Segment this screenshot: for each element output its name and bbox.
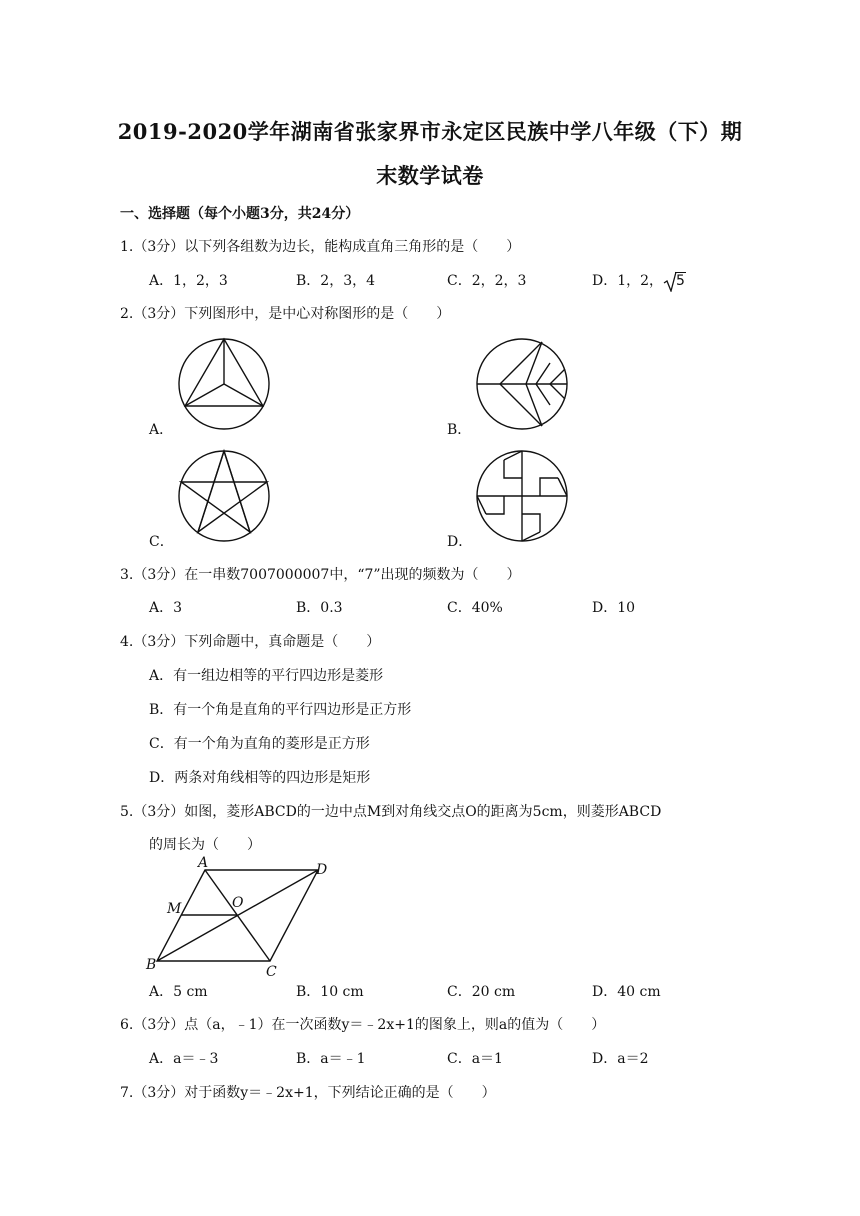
question-1-stem: 1.（3分）以下列各组数为边长，能构成直角三角形的是（ ）	[120, 239, 521, 255]
point-a-label: A	[198, 855, 209, 871]
q3-option-c: C．40%	[447, 600, 503, 616]
figure-b-arrows-in-circle	[474, 336, 570, 432]
q5-option-d: D．40 cm	[592, 984, 661, 1000]
figure-a-triangle-in-circle	[176, 336, 272, 432]
q6-option-a: A．a＝﹣3	[149, 1051, 219, 1067]
question-4-stem: 4.（3分）下列命题中，真命题是（ ）	[120, 634, 381, 650]
q1-option-d-text: D．1，2，	[592, 273, 664, 289]
q2-option-a: A．	[149, 422, 174, 438]
paper-title-line2: 末数学试卷	[376, 163, 484, 188]
figure-rhombus-abcd	[140, 854, 340, 978]
q2-option-c: C．	[149, 534, 174, 550]
q3-option-b: B．0.3	[296, 600, 343, 616]
q1-option-c: C．2，2，3	[447, 273, 527, 289]
question-6-stem: 6.（3分）点（a，﹣1）在一次函数y＝﹣2x+1的图象上，则a的值为（ ）	[120, 1017, 606, 1033]
q6-option-d: D．a＝2	[592, 1051, 649, 1067]
q2-option-d: D．	[447, 534, 473, 550]
point-b-label: B	[146, 957, 157, 973]
point-c-label: C	[266, 964, 277, 978]
q3-option-d: D．10	[592, 600, 636, 616]
q2-option-b: B．	[447, 422, 472, 438]
question-2-stem: 2.（3分）下列图形中，是中心对称图形的是（ ）	[120, 306, 451, 322]
q1-option-b: B．2，3，4	[296, 273, 376, 289]
q5-option-a: A．5 cm	[149, 984, 208, 1000]
paper-title-line1: 2019-2020学年湖南省张家界市永定区民族中学八年级（下）期	[117, 119, 743, 144]
figure-c-star-in-circle	[176, 448, 272, 544]
point-o-label: O	[232, 895, 244, 911]
question-5-stem-line1: 5.（3分）如图，菱形ABCD的一边中点M到对角线交点O的距离为5cm，则菱形ABCD	[120, 804, 662, 820]
q6-option-b: B．a＝﹣1	[296, 1051, 366, 1067]
section-heading: 一、选择题（每个小题3分，共24分）	[120, 206, 360, 222]
point-m-label: M	[167, 901, 182, 917]
q1-option-d	[592, 270, 686, 290]
q1-option-a: A．1，2，3	[149, 273, 228, 289]
q5-option-b: B．10 cm	[296, 984, 364, 1000]
question-5-stem-line2: 的周长为（ ）	[149, 837, 261, 853]
q5-option-c: C．20 cm	[447, 984, 516, 1000]
q4-option-a: A．有一组边相等的平行四边形是菱形	[149, 668, 384, 684]
q4-option-c: C．有一个角为直角的菱形是正方形	[149, 736, 370, 752]
figure-d-pinwheel-in-circle	[474, 448, 570, 544]
question-7-stem: 7.（3分）对于函数y＝﹣2x+1，下列结论正确的是（ ）	[120, 1085, 496, 1101]
q4-option-b: B．有一个角是直角的平行四边形是正方形	[149, 702, 412, 718]
q3-option-a: A．3	[149, 600, 183, 616]
q6-option-c: C．a＝1	[447, 1051, 503, 1067]
point-d-label: D	[316, 862, 328, 878]
question-3-stem: 3.（3分）在一串数7007000007中，“7”出现的频数为（ ）	[120, 567, 521, 583]
sqrt-radicand: 5	[676, 273, 685, 289]
q4-option-d: D．两条对角线相等的四边形是矩形	[149, 770, 371, 786]
sqrt-symbol	[663, 272, 686, 289]
